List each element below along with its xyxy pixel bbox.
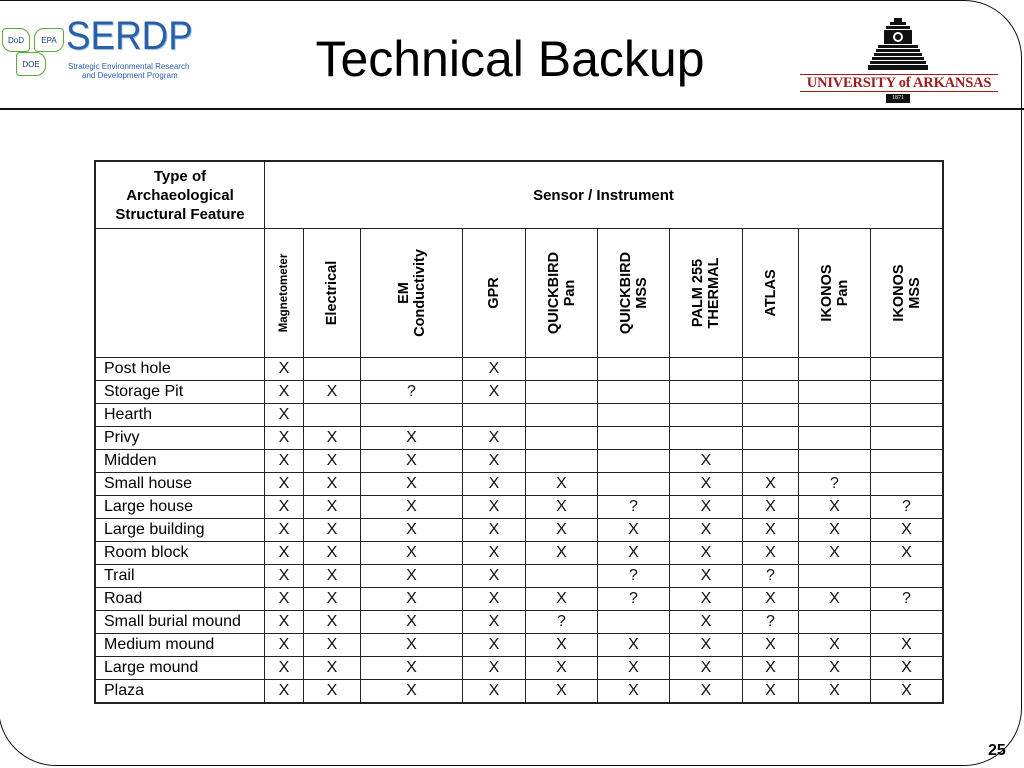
table-cell: X [304,427,361,450]
table-cell: X [463,381,526,404]
epa-badge: EPA [34,28,64,52]
table-row [95,496,943,519]
table-cell [598,450,670,473]
table-cell: X [526,473,598,496]
table-cell: ? [598,565,670,588]
table-cell: X [743,657,799,680]
table-cell: X [463,519,526,542]
table-cell: X [871,634,944,657]
table-cell: X [743,519,799,542]
table-cell: X [265,611,304,634]
row-feature-label: Post hole [95,358,265,381]
table-cell: X [526,542,598,565]
row-feature-label: Plaza [95,680,265,704]
table-row [95,381,943,404]
table-cell: X [361,450,463,473]
old-main-building-icon [868,18,928,74]
corner-blank [95,229,265,358]
table-cell [799,358,871,381]
table-cell [598,473,670,496]
table-cell: X [670,542,743,565]
table-cell: X [265,450,304,473]
table-cell [799,611,871,634]
table-cell: X [670,496,743,519]
table-row [95,588,943,611]
table-cell: X [265,381,304,404]
row-feature-label: Large house [95,496,265,519]
column-header-text: IKONOS MSS [890,264,923,322]
table-row [95,542,943,565]
table-cell [304,404,361,427]
table-cell: X [265,496,304,519]
table-cell [598,611,670,634]
row-feature-label: Small house [95,473,265,496]
table-cell: X [463,611,526,634]
table-cell: X [304,611,361,634]
table-cell: X [265,680,304,704]
serdp-subtitle-line1: Strategic Environmental Research [68,62,190,71]
table-cell [743,358,799,381]
header-divider [0,108,1024,110]
column-header-text: ATLAS [762,269,779,317]
table-cell: X [799,680,871,704]
column-header [361,229,463,358]
table-cell [598,404,670,427]
table-cell: X [463,588,526,611]
table-cell: X [743,473,799,496]
table-cell [871,611,944,634]
table-cell: X [361,657,463,680]
table-row [95,450,943,473]
table-cell: X [598,634,670,657]
table-cell [871,427,944,450]
table-cell [526,427,598,450]
table-cell [526,565,598,588]
university-wordmark: UNIVERSITY of ARKANSAS [800,74,998,92]
row-feature-label: Room block [95,542,265,565]
table-cell: ? [361,381,463,404]
table-cell [304,358,361,381]
column-header-text: GPR [486,277,502,309]
table-cell: X [304,588,361,611]
table-cell: X [526,680,598,704]
table-cell: X [526,588,598,611]
row-feature-label: Midden [95,450,265,473]
column-header-text: Magnetometer [278,253,290,333]
table-cell: ? [526,611,598,634]
table-cell: X [463,358,526,381]
table-cell: X [670,634,743,657]
row-feature-label: Medium mound [95,634,265,657]
table-cell: X [265,657,304,680]
table-cell: X [871,542,944,565]
row-feature-label: Storage Pit [95,381,265,404]
table-cell: X [304,542,361,565]
table-cell [743,450,799,473]
table-cell: X [799,496,871,519]
column-header [743,229,799,358]
table-cell: X [361,565,463,588]
table-cell: X [265,588,304,611]
table-cell: X [265,427,304,450]
table-cell: X [743,680,799,704]
row-feature-label: Large building [95,519,265,542]
table-cell [598,381,670,404]
table-cell [799,404,871,427]
table-cell: X [670,565,743,588]
column-header-text: IKONOS Pan [818,264,851,322]
table-cell [670,358,743,381]
table-cell: X [361,542,463,565]
table-cell: X [463,450,526,473]
row-feature-label: Large mound [95,657,265,680]
table-cell [871,473,944,496]
row-feature-label: Trail [95,565,265,588]
table-cell: ? [743,611,799,634]
table-cell [871,450,944,473]
table-cell: X [799,519,871,542]
table-cell: X [598,542,670,565]
table-cell: X [526,657,598,680]
table-cell: X [361,496,463,519]
table-cell: ? [871,588,944,611]
table-cell: X [871,680,944,704]
table-cell: X [265,473,304,496]
group-header: Sensor / Instrument [265,161,944,229]
table-cell: X [463,496,526,519]
table-row [95,680,943,704]
table-cell [871,565,944,588]
table-cell: X [463,657,526,680]
table-row [95,565,943,588]
column-header-text: PALM 255 THERMAL [690,257,722,329]
table-header-row [95,161,943,229]
table-cell: X [743,542,799,565]
table-cell: X [361,680,463,704]
table-cell [743,427,799,450]
table-row [95,611,943,634]
table-cell: X [265,634,304,657]
table-cell: X [670,450,743,473]
table-cell [598,427,670,450]
table-cell [670,404,743,427]
table-row [95,473,943,496]
column-header [526,229,598,358]
table-cell: X [361,588,463,611]
table-cell: X [361,519,463,542]
table-cell [871,404,944,427]
table-cell: X [670,611,743,634]
table-cell [743,404,799,427]
doe-badge: DOE [16,52,46,76]
table-cell: X [871,657,944,680]
table-cell: ? [598,588,670,611]
table-row [95,358,943,381]
table-cell: X [463,427,526,450]
table-cell: X [265,542,304,565]
table-cell: X [304,496,361,519]
table-cell: X [304,450,361,473]
column-header-row [95,229,943,358]
table-cell [670,427,743,450]
column-header [265,229,304,358]
table-row [95,427,943,450]
table-cell [526,450,598,473]
column-header-text: Electrical [324,260,340,326]
table-cell: X [463,542,526,565]
table-row [95,634,943,657]
sensor-feature-table [94,160,944,704]
table-cell: X [526,519,598,542]
table-cell: X [598,519,670,542]
table-cell: X [463,473,526,496]
column-header [871,229,944,358]
table-cell [799,381,871,404]
table-cell: X [670,680,743,704]
table-cell [799,427,871,450]
corner-header-text: Type of Archaeological Structural Feature [115,167,245,223]
table-cell: X [871,519,944,542]
table-cell: X [670,657,743,680]
serdp-subtitle-line2: and Development Program [82,71,178,80]
table-row [95,657,943,680]
table-cell [670,381,743,404]
table-cell: X [526,634,598,657]
table-cell: X [304,473,361,496]
table-cell [526,358,598,381]
table-cell: X [265,404,304,427]
table-cell: X [670,588,743,611]
table-cell [743,381,799,404]
column-header [463,229,526,358]
table-cell [526,404,598,427]
table-cell [799,450,871,473]
table-row [95,404,943,427]
page-number: 25 [988,742,1006,759]
table-cell: X [265,358,304,381]
table-cell: X [598,680,670,704]
table-cell: X [304,634,361,657]
table-cell [361,404,463,427]
table-cell [871,381,944,404]
row-feature-label: Small burial mound [95,611,265,634]
table-cell [598,358,670,381]
table-cell: X [463,565,526,588]
table-cell: X [265,565,304,588]
column-header-text: QUICKBIRD Pan [545,251,578,335]
serdp-logo [0,12,200,82]
table-cell: ? [871,496,944,519]
table-cell: X [743,588,799,611]
column-header [799,229,871,358]
table-cell: X [670,473,743,496]
column-header-text: EM Conductivity [395,249,428,337]
table-cell: X [799,634,871,657]
slide-title: Technical Backup [315,31,705,87]
table-cell: X [304,680,361,704]
column-header [670,229,743,358]
row-feature-label: Hearth [95,404,265,427]
table-body [95,358,943,704]
table-cell [526,381,598,404]
table-cell: X [361,427,463,450]
table-cell [871,358,944,381]
table-cell: X [361,634,463,657]
table-cell: ? [598,496,670,519]
table-cell: X [799,588,871,611]
column-header-text: QUICKBIRD MSS [617,251,650,335]
serdp-wordmark: SERDP [66,14,193,58]
dod-badge: DoD [2,28,30,52]
corner-header [95,161,265,229]
table-cell: X [304,381,361,404]
table-cell: ? [743,565,799,588]
table-cell [463,404,526,427]
table-cell: X [598,657,670,680]
table-cell: X [743,496,799,519]
table-cell [361,358,463,381]
table-cell: X [361,473,463,496]
table-cell: X [463,634,526,657]
table-cell: X [526,496,598,519]
table-cell: X [265,519,304,542]
table-cell: X [304,519,361,542]
table-cell: X [743,634,799,657]
table-cell: X [361,611,463,634]
table-row [95,519,943,542]
table-cell: X [799,657,871,680]
university-logo [798,18,1000,104]
column-header [598,229,670,358]
table-cell [799,565,871,588]
university-year: 1871 [886,94,910,103]
row-feature-label: Road [95,588,265,611]
table-cell: X [304,565,361,588]
column-header [304,229,361,358]
table-cell: X [799,542,871,565]
table-cell: ? [799,473,871,496]
row-feature-label: Privy [95,427,265,450]
table-cell: X [463,680,526,704]
table-cell: X [670,519,743,542]
table-cell: X [304,657,361,680]
